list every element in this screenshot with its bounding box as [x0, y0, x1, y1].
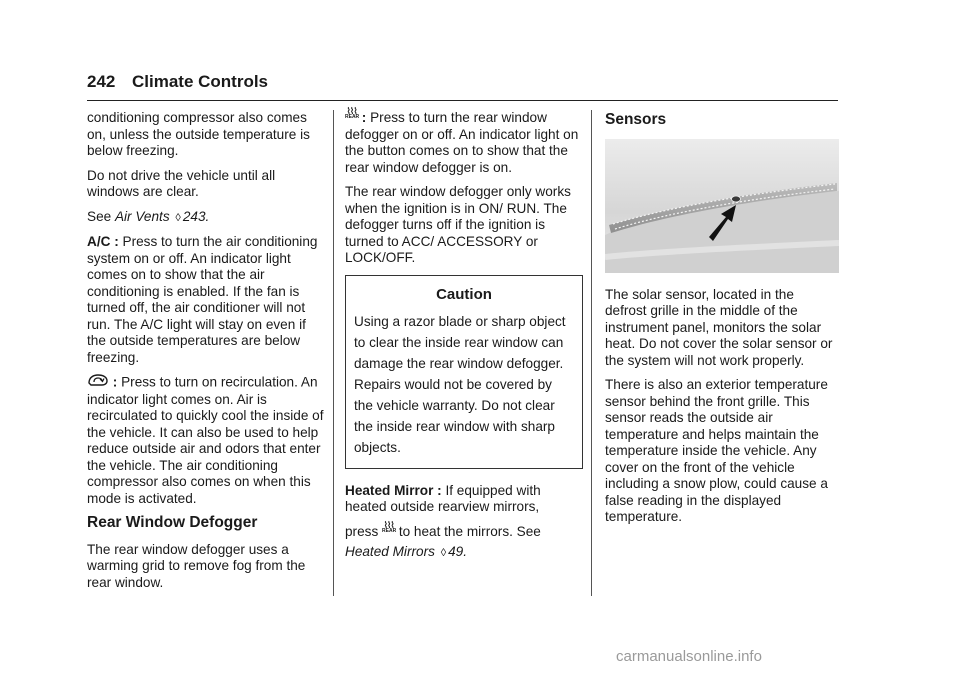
paragraph-exterior-sensor: There is also an exterior temperature sensor behind the front grille. This sensor reads the outside air temperature and helps maintain the temperature inside the vehicle. Any cover on the front of the vehicle including a snow plow, could cause a false reading in the displayed temperature.: [605, 377, 828, 524]
paragraph-solar-sensor: The solar sensor, located in the defrost grille in the middle of the instrument panel, monitors the solar heat. Do not cover the solar sensor or the system will not work properly.: [605, 286, 833, 368]
column-3: [605, 110, 839, 534]
caution-box: [345, 275, 583, 469]
column-1: [87, 110, 327, 599]
paragraph-recirculation: : Press to turn on recirculation. An indicator light comes on. Air is recirculated to quickly cool the inside of the vehicle. It can also be used to help reduce outside air and odors that enter the vehicle. The air conditioning compressor also comes on when this mode is activated.: [87, 374, 324, 506]
paragraph-defogger-intro: The rear window defogger uses a warming grid to remove fog from the rear window.: [87, 541, 306, 590]
heading-sensors: Sensors: [605, 111, 667, 128]
rear-button-text: Press to turn the rear window defogger on or off. An indicator light on the button comes on to show that the rear window defogger is on.: [345, 110, 579, 175]
paragraph-ac: [87, 234, 327, 366]
paragraph-ignition: The rear window defogger only works when the ignition is in ON/ RUN. The defogger turns off if the ignition is turned to ACC/ ACCESSORY or LOCK/OFF.: [345, 184, 571, 265]
heated-mirrors-link[interactable]: Heated Mirrors: [345, 544, 435, 559]
column-divider-1: [333, 110, 334, 596]
paragraph-drive-clear: Do not drive the vehicle until all windows are clear.: [87, 167, 276, 199]
heated-mirror-label: Heated Mirror :: [345, 482, 442, 498]
column-divider-2: [591, 110, 592, 596]
ac-text: Press to turn the air conditioning system on or off. An indicator light comes on to show that the air conditioning is enabled. If the fan is turned off, the air conditioner will not run. The A/C light will stay on even if the outside temperatures are below freezing.: [87, 234, 318, 365]
rear-defogger-icon-inline: ⌇⌇⌇ REAR: [382, 519, 397, 534]
paragraph-compressor: conditioning compressor also comes on, unless the outside temperature is below freezing.: [87, 110, 310, 158]
recirculation-icon: [87, 374, 109, 392]
heated-mirrors-page[interactable]: 49: [448, 544, 464, 559]
paragraph-rear-button: ⌇⌇⌇ REAR : Press to turn the rear window defogger on or off. An indicator light on the button comes on to show that the rear window defogger is on.: [345, 106, 579, 175]
heated-mirror-text: If equipped with heated outside rearview mirrors,: [345, 482, 541, 514]
solar-sensor-photo: [605, 139, 839, 273]
column-2: [345, 106, 583, 570]
page-ref-icon: ◊: [175, 211, 181, 224]
rear-defogger-icon: ⌇⌇⌇ REAR: [345, 106, 360, 120]
air-vents-page[interactable]: 243: [182, 208, 206, 224]
page-header: [87, 72, 838, 101]
air-vents-link[interactable]: Air Vents: [114, 208, 170, 224]
caution-text: Using a razor blade or sharp object to clear the inside rear window can damage the rear window defogger. Repairs would not be covered by the vehicle warranty. Do not clear the inside rear window with sharp objects.: [354, 313, 566, 455]
page-ref-icon: ◊: [440, 547, 447, 559]
heading-rear-window-defogger: Rear Window Defogger: [87, 514, 258, 531]
see-air-vents: See Air Vents ◊ 243.: [87, 208, 210, 224]
ac-label: A/C :: [87, 234, 119, 249]
section-title: Climate Controls: [132, 72, 269, 91]
watermark: carmanualsonline.info: [616, 648, 762, 665]
recirculation-text: Press to turn on recirculation. An indicator light comes on. Air is recirculated to quickly cool the inside of the vehicle. It can also be used to help reduce outside air and odors that enter the vehicle. The air conditioning compressor also comes on when this mode is activated.: [87, 374, 324, 506]
paragraph-heated-mirror: Heated Mirror : If equipped with heated outside rearview mirrors, press ⌇⌇⌇ REAR to heat the mirrors. See Heated Mirrors ◊ 49.: [345, 482, 541, 559]
caution-title: Caution: [436, 285, 492, 303]
page-number: 242: [87, 72, 116, 91]
